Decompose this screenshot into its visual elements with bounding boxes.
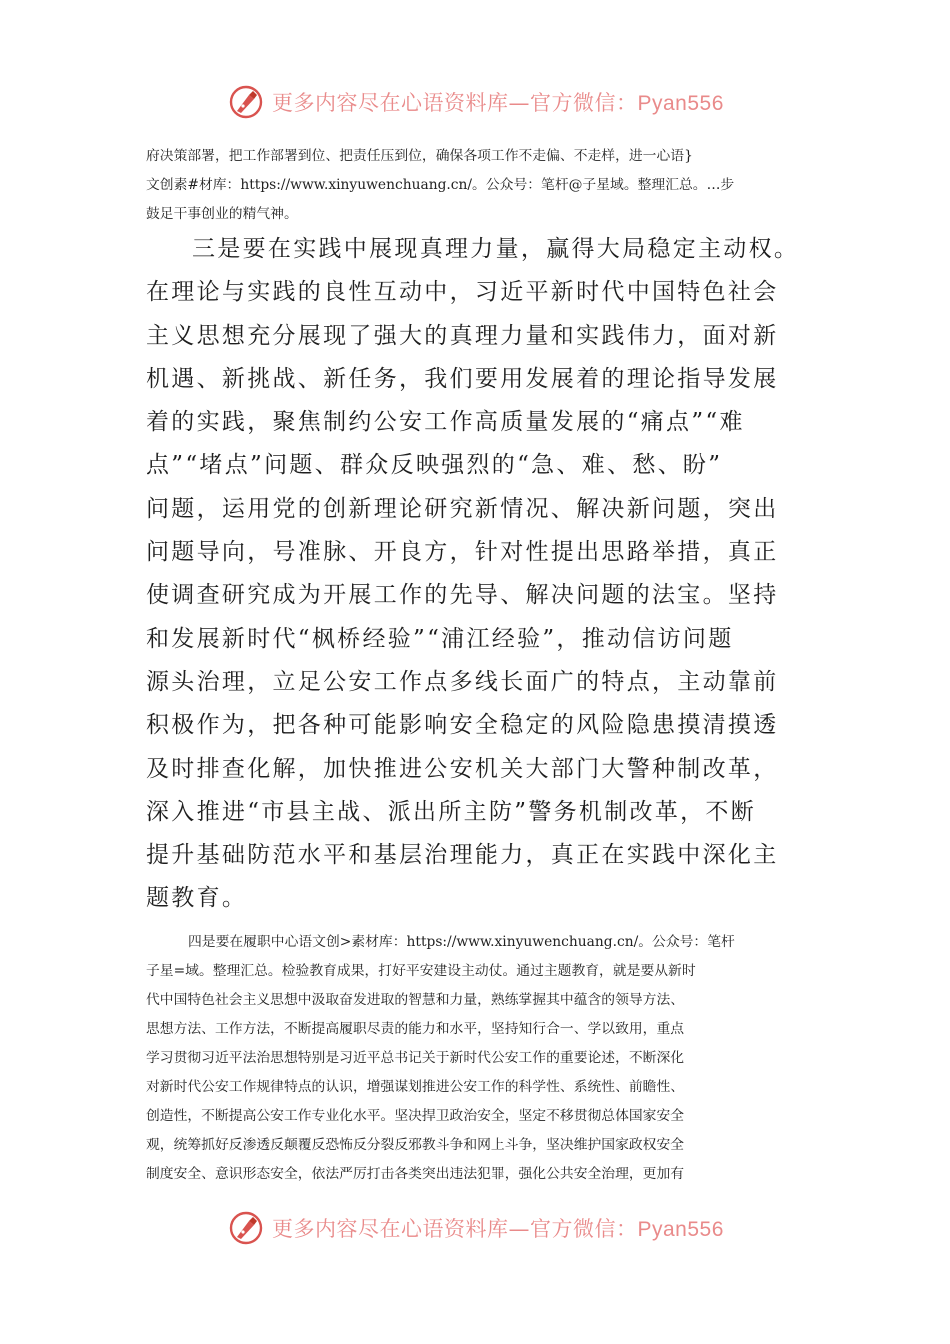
text-line: 学习贯彻习近平法治思想特别是习近平总书记关于新时代公安工作的重要论述，不断深化: [146, 1050, 685, 1066]
text-line: 机遇、新挑战、新任务，我们要用发展着的理论指导发展: [146, 365, 779, 392]
paragraph-top: [146, 142, 806, 229]
text-line: 子星=域。整理汇总。检验教育成果，打好平安建设主动仗。通过主题教育，就是要从新时: [146, 963, 696, 979]
text-line: 积极作为，把各种可能影响安全稳定的风险隐患摸清摸透: [146, 712, 779, 739]
text-line: 创造性，不断提高公安工作专业化水平。坚决捍卫政治安全，坚定不移贯彻总体国家安全: [146, 1108, 685, 1124]
text-line: 和发展新时代“枫桥经验”“浦江经验”，推动信访问题: [146, 625, 734, 652]
footer-banner: [0, 1208, 950, 1248]
banner-text: [272, 1213, 724, 1243]
text-line: 题教育。: [146, 885, 248, 912]
text-line: 深入推进“市县主战、派出所主防”警务机制改革，不断: [146, 798, 757, 825]
text-line: 观，统筹抓好反渗透反颠覆反恐怖反分裂反邪教斗争和网上斗争，坚决维护国家政权安全: [146, 1137, 685, 1153]
pen-nib-logo-icon: [228, 1210, 264, 1246]
banner-handle: Pyan556: [637, 1218, 724, 1241]
banner-text: [272, 87, 724, 117]
banner-handle: Pyan556: [637, 92, 724, 115]
paragraph-main: [146, 228, 836, 921]
text-line: 问题导向，号准脉、开良方，针对性提出思路举措，真正: [146, 539, 779, 566]
header-banner: [0, 82, 950, 122]
text-line: 思想方法、工作方法，不断提高履职尽责的能力和水平，坚持知行合一、学以致用，重点: [146, 1021, 685, 1037]
text-line: 代中国特色社会主义思想中汲取奋发进取的智慧和力量，熟练掌握其中蕴含的领导方法、: [146, 992, 685, 1008]
text-line: 源头治理，立足公安工作点多线长面广的特点，主动靠前: [146, 668, 779, 695]
text-line: 文创素#材库：https://www.xinyuwenchuang.cn/。公众号：笔杆@子星域。整理汇总。…步: [146, 177, 735, 193]
text-line: 在理论与实践的良性互动中，习近平新时代中国特色社会: [146, 279, 779, 306]
text-line: 提升基础防范水平和基层治理能力，真正在实践中深化主: [146, 842, 779, 869]
text-line: 点”“堵点”问题、群众反映强烈的“急、难、愁、盼”: [146, 452, 723, 479]
text-line: 制度安全、意识形态安全，依法严厉打击各类突出违法犯罪，强化公共安全治理，更加有: [146, 1166, 685, 1182]
text-line: 府决策部署，把工作部署到位、把责任压到位，确保各项工作不走偏、不走样，进一心语}: [146, 148, 693, 164]
text-line: 着的实践，聚焦制约公安工作高质量发展的“痛点”“难: [146, 409, 745, 436]
pen-nib-logo-icon: [228, 84, 264, 120]
text-line: 四是要在履职中心语文创>素材库：https://www.xinyuwenchuang.cn/。公众号：笔杆: [188, 934, 735, 950]
banner-slogan: 更多内容尽在心语资料库—官方微信：: [272, 1217, 638, 1241]
text-line: 主义思想充分展现了强大的真理力量和实践伟力，面对新: [146, 322, 779, 349]
text-line: 三是要在实践中展现真理力量，赢得大局稳定主动权。: [192, 236, 800, 262]
text-line: 使调查研究成为开展工作的先导、解决问题的法宝。坚持: [146, 582, 779, 609]
text-line: 及时排查化解，加快推进公安机关大部门大警种制改革，: [146, 755, 779, 782]
paragraph-bottom: [146, 928, 806, 1189]
text-line: 对新时代公安工作规律特点的认识，增强谋划推进公安工作的科学性、系统性、前瞻性、: [146, 1079, 685, 1095]
banner-slogan: 更多内容尽在心语资料库—官方微信：: [272, 91, 638, 115]
text-line: 鼓足干事创业的精气神。: [146, 206, 298, 222]
text-line: 问题，运用党的创新理论研究新情况、解决新问题，突出: [146, 495, 779, 522]
